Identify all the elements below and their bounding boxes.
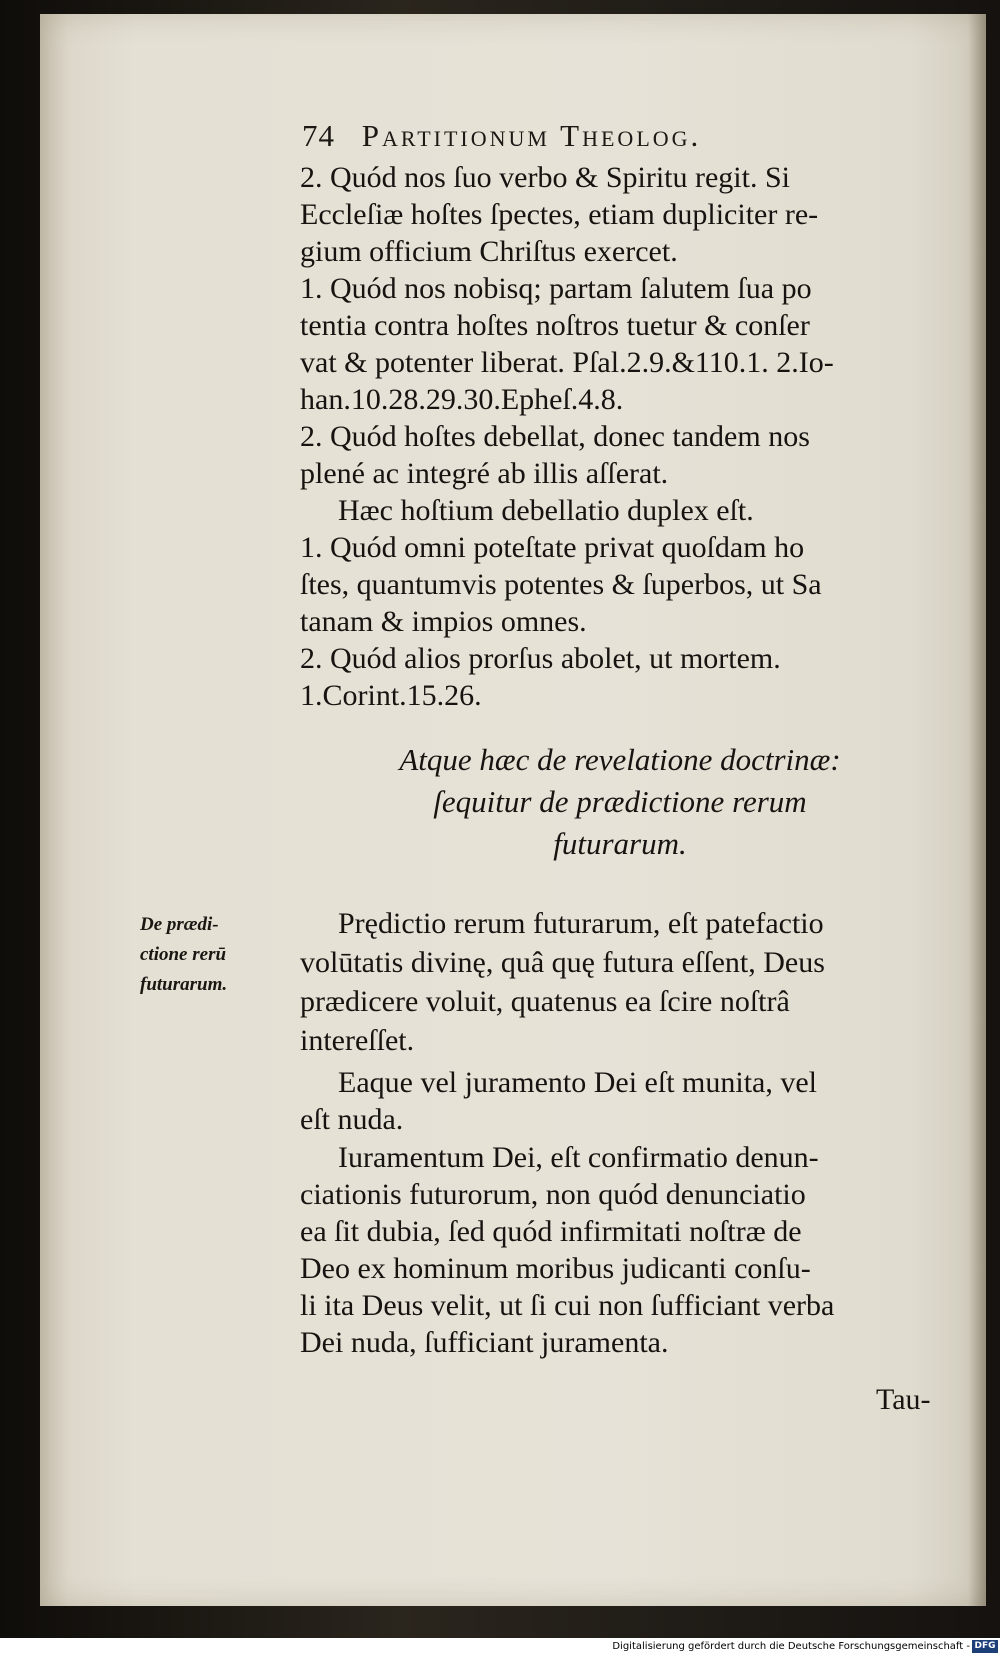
text-line: plené ac integré ab illis aſſerat. (300, 457, 669, 490)
text-line: Dei nuda, ſufficiant juramenta. (300, 1326, 669, 1359)
text-line: vat & potenter liberat. Pſal.2.9.&110.1. 2.Io- (300, 346, 834, 379)
text-line: volūtatis divinę, quâ quę futura eſſent, Deus (300, 946, 825, 979)
text-line: ea ſit dubia, ſed quód infirmitati noſtræ de (300, 1215, 802, 1248)
margin-note-line: ctione rerū (140, 944, 227, 965)
page-number: 74 (302, 118, 335, 153)
text-line: 2. Quód hoſtes debellat, donec tandem nos (300, 420, 810, 453)
digitization-credit: Digitalisierung gefördert durch die Deutsche Forschungsgemeinschaft - (612, 1641, 970, 1652)
text-line: ciationis futurorum, non quód denunciatio (300, 1178, 806, 1211)
margin-note-line: De prædi- (140, 914, 219, 935)
bleed-through-mark (150, 150, 270, 210)
text-line: Hæc hoſtium debellatio duplex eſt. (338, 494, 754, 527)
text-line: tanam & impios omnes. (300, 605, 587, 638)
text-line: prædicere voluit, quatenus ea ſcire noſtrâ (300, 985, 790, 1018)
section-heading-line: futurarum. (553, 826, 687, 861)
page-gutter-shadow (968, 14, 986, 1606)
text-line: gium officium Chriſtus exercet. (300, 235, 678, 268)
section-heading-line: Atque hæc de revelatione doctrinæ: (399, 742, 841, 777)
text-line: 1.Corint.15.26. (300, 679, 482, 712)
text-line: Eccleſiæ hoſtes ſpectes, etiam dupliciter re- (300, 198, 819, 231)
text-line: intereſſet. (300, 1024, 415, 1057)
text-line: Iuramentum Dei, eſt confirmatio denun- (338, 1141, 819, 1174)
text-line: ſtes, quantumvis potentes & ſuperbos, ut Sa (300, 568, 822, 601)
text-line: Deo ex hominum moribus judicanti conſu- (300, 1252, 811, 1285)
running-header (302, 118, 882, 158)
text-line: Prędictio rerum futurarum, eſt patefactio (338, 907, 824, 940)
running-title: Partitionum Theolog. (361, 118, 702, 153)
text-line: 2. Quód alios prorſus abolet, ut mortem. (300, 642, 781, 675)
dfg-logo-icon: DFG (972, 1640, 998, 1653)
text-line: li ita Deus velit, ut ſi cui non ſufficiant verba (300, 1289, 835, 1322)
text-line: 2. Quód nos ſuo verbo & Spiritu regit. Si (300, 161, 790, 194)
text-line: eſt nuda. (300, 1103, 404, 1136)
text-line: 1. Quód omni poteſtate privat quoſdam ho (300, 531, 805, 564)
text-line: Eaque vel juramento Dei eſt munita, vel (338, 1066, 818, 1099)
text-line: 1. Quód nos nobisq; partam ſalutem ſua po (300, 272, 812, 305)
text-line: han.10.28.29.30.Epheſ.4.8. (300, 383, 624, 416)
section-heading-line: ſequitur de prædictione rerum (433, 784, 807, 819)
text-line: tentia contra hoſtes noſtros tuetur & conſer (300, 309, 810, 342)
catchword: Tau- (876, 1383, 931, 1416)
margin-note-line: futurarum. (140, 974, 228, 995)
